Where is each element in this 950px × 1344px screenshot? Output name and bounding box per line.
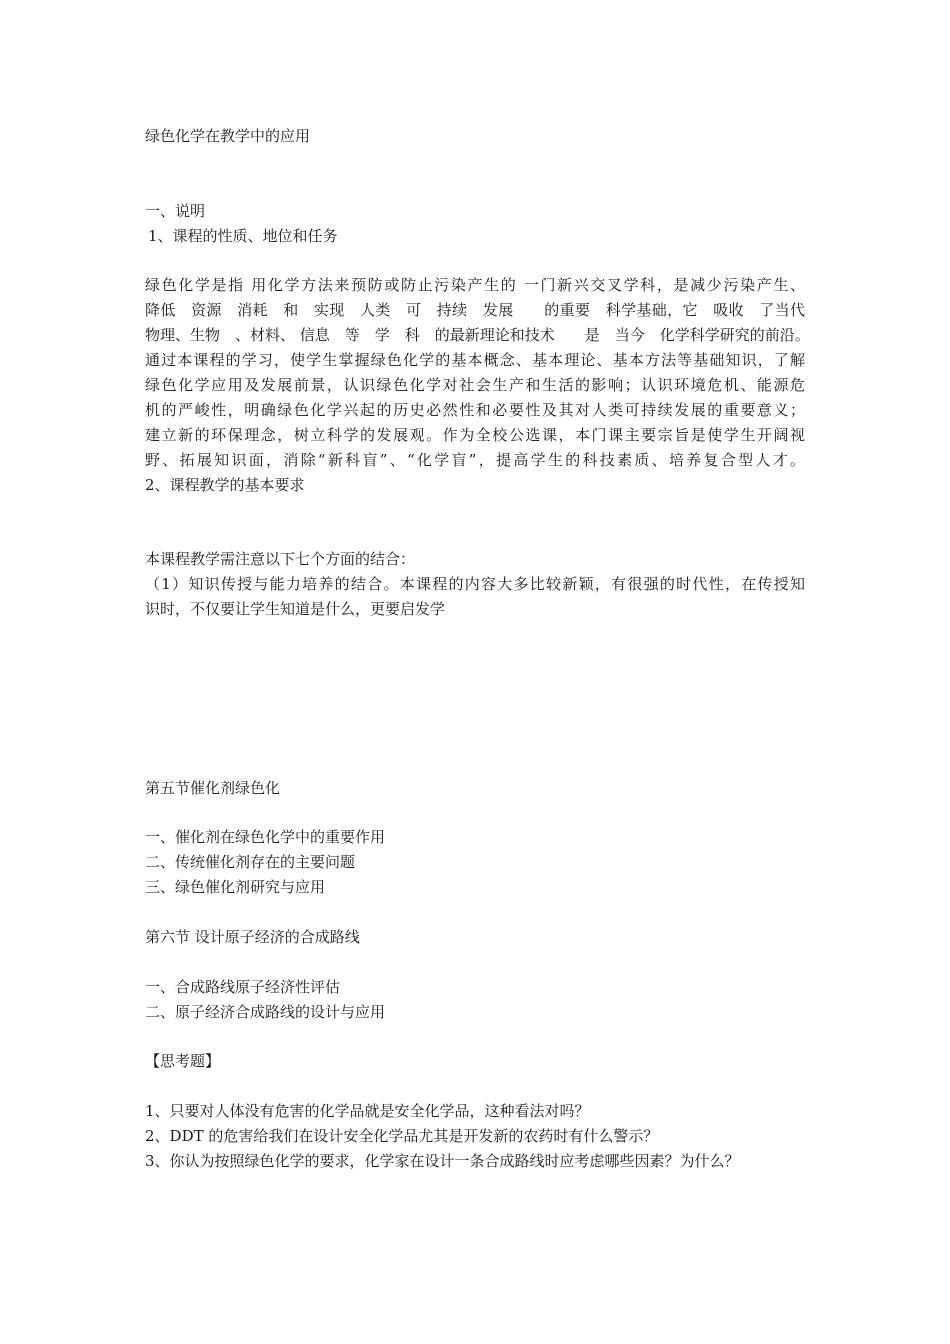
list-item: 三、绿色催化剂研究与应用 bbox=[145, 878, 326, 896]
subsection-heading-nature: 1、课程的性质、地位和任务 bbox=[148, 227, 338, 245]
paragraph-line: 降低 资源 消耗 和 实现 人类 可 持续 发展 的重要 科学基础，它 吸收 了当代 bbox=[145, 301, 805, 319]
document-title: 绿色化学在教学中的应用 bbox=[145, 127, 311, 145]
questions-heading: 【思考题】 bbox=[145, 1052, 221, 1070]
paragraph-line: 机的严峻性，明确绿色化学兴起的历史必然性和必要性及其对人类可持续发展的重要意义； bbox=[145, 401, 805, 419]
paragraph-line: 物理、生物 、材料、 信息 等 学 科 的最新理论和技术 是 当今 化学科学研究的前沿。 bbox=[145, 326, 810, 344]
question-item: 3、你认为按照绿色化学的要求，化学家在设计一条合成路线时应考虑哪些因素？为什么？ bbox=[145, 1152, 740, 1170]
list-item: 一、催化剂在绿色化学中的重要作用 bbox=[145, 828, 386, 846]
paragraph-line: 建立新的环保理念，树立科学的发展观。作为全校公选课，本门课主要宗旨是使学生开阔视 bbox=[145, 426, 805, 444]
question-item: 1、只要对人体没有危害的化学品就是安全化学品，这种看法对吗？ bbox=[145, 1102, 590, 1120]
list-item: 一、合成路线原子经济性评估 bbox=[145, 978, 341, 996]
paragraph-line: （1）知识传授与能力培养的结合。本课程的内容大多比较新颖，有很强的时代性，在传授知 bbox=[145, 575, 805, 593]
section-heading-6: 第六节 设计原子经济的合成路线 bbox=[145, 928, 360, 946]
paragraph-line: 通过本课程的学习，使学生掌握绿色化学的基本概念、基本理论、基本方法等基础知识，了解 bbox=[145, 351, 805, 369]
section-heading-description: 一、说明 bbox=[145, 202, 206, 220]
paragraph-line: 绿色化学是指 用化学方法来预防或防止污染产生的 一门新兴交叉学科，是减少污染产生、 bbox=[145, 276, 805, 294]
paragraph-line: 识时，不仅要让学生知道是什么，更要启发学 bbox=[145, 600, 446, 618]
paragraph-intro: 本课程教学需注意以下七个方面的结合： bbox=[145, 550, 416, 568]
list-item: 二、传统催化剂存在的主要问题 bbox=[145, 853, 356, 871]
paragraph-line: 绿色化学应用及发展前景，认识绿色化学对社会生产和生活的影响；认识环境危机、能源危 bbox=[145, 376, 805, 394]
list-item: 二、原子经济合成路线的设计与应用 bbox=[145, 1003, 386, 1021]
subsection-heading-requirements: 2、课程教学的基本要求 bbox=[145, 476, 305, 494]
paragraph-line: 野、拓展知识面，消除“新科盲”、“化学盲”，提高学生的科技素质、培养复合型人才。 bbox=[145, 451, 805, 469]
section-heading-5: 第五节催化剂绿色化 bbox=[145, 779, 281, 797]
question-item: 2、DDT 的危害给我们在设计安全化学品尤其是开发新的农药时有什么警示？ bbox=[145, 1127, 659, 1145]
